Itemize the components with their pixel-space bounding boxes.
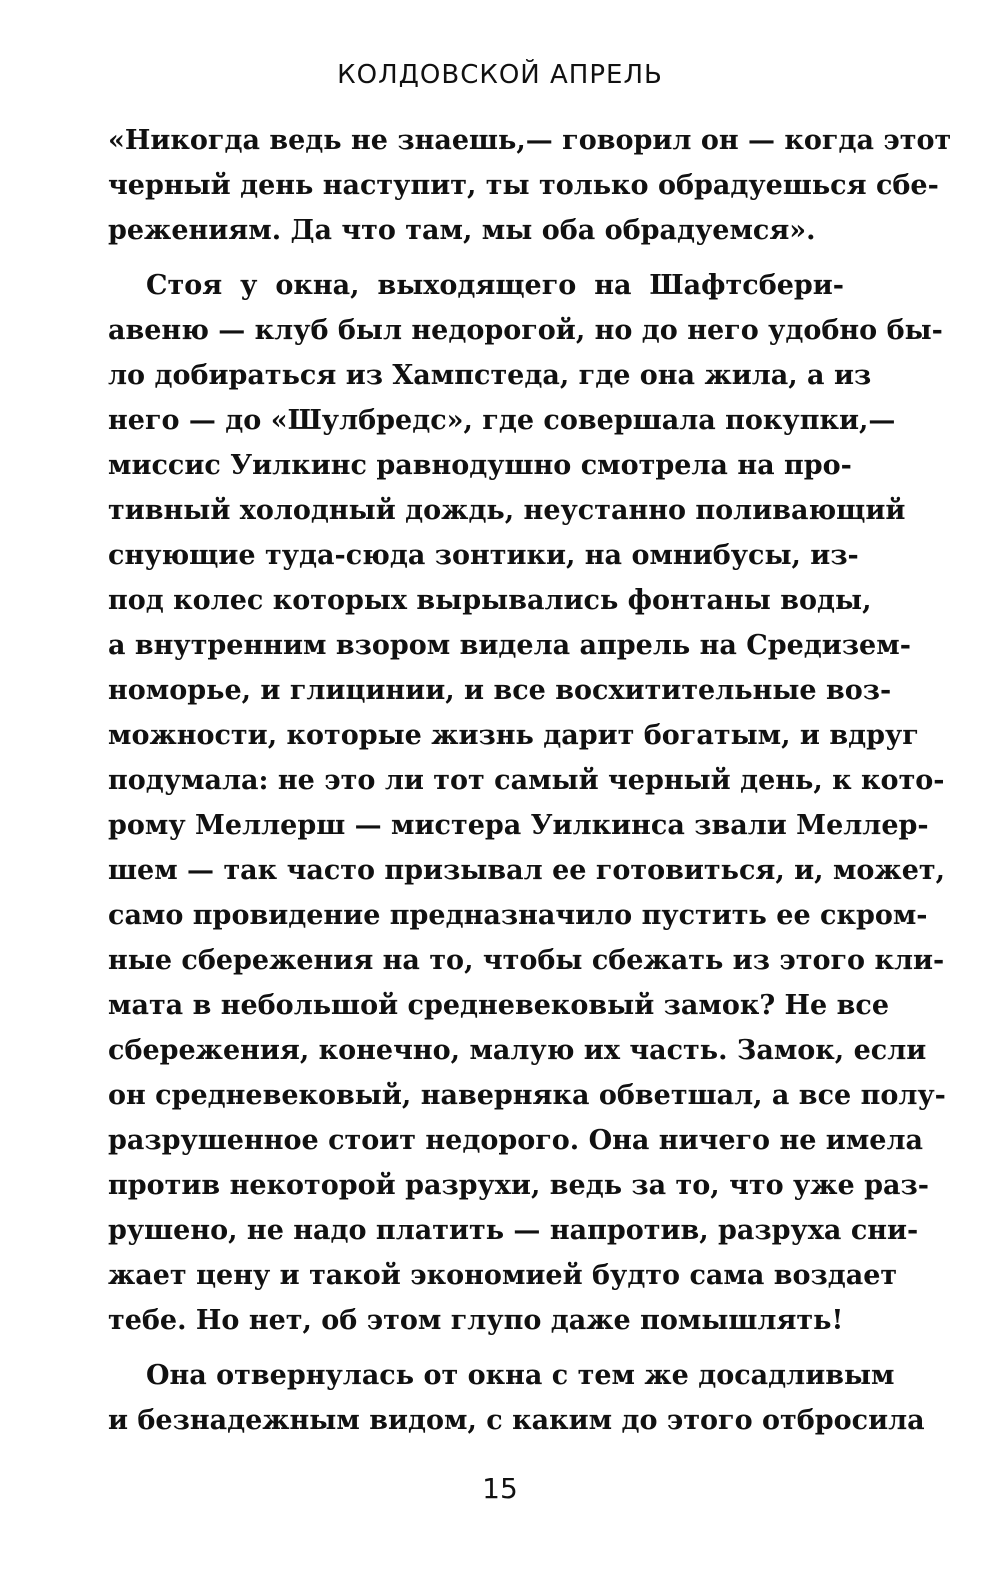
text-line: против некоторой разрухи, ведь за то, что уже раз- [108,1170,929,1201]
text-line: «Никогда ведь не знаешь,— говорил он — когда этот [108,125,952,156]
text-line: ные сбережения на то, чтобы сбежать из этого кли- [108,945,945,976]
text-line: само провидение предназначило пустить ее скром- [108,900,928,931]
text-line: ло добираться из Хампстеда, где она жила, а из [108,360,872,391]
text-line: жает цену и такой экономией будто сама воздает [108,1260,898,1291]
text-line: номорье, и глицинии, и все восхитительные воз- [108,675,892,706]
text-line: сбережения, конечно, малую их часть. Замок, если [108,1035,927,1066]
text-line: подумала: не это ли тот самый черный день, к кото- [108,765,945,796]
text-line: авеню — клуб был недорогой, но до него удобно бы- [108,315,943,346]
text-line: он средневековый, наверняка обветшал, а все полу- [108,1080,946,1111]
text-line: шем — так часто призывал ее готовиться, и, может, [108,855,945,886]
paragraph-gap [108,253,844,263]
text-line: Она отвернулась от окна с тем же досадливым [146,1360,895,1391]
body-text [108,118,952,1443]
text-line: рому Меллерш — мистера Уилкинса звали Меллер- [108,810,929,841]
text-line: него — до «Шулбредс», где совершала покупки,— [108,405,896,436]
text-line: режениям. Да что там, мы оба обрадуемся». [108,215,816,246]
paragraph-gap [108,1343,844,1353]
text-line: и безнадежным видом, с каким до этого отбросила [108,1405,925,1436]
running-title: КОЛДОВСКОЙ АПРЕЛЬ [337,60,663,90]
text-line: можности, которые жизнь дарит богатым, и вдруг [108,720,919,751]
text-line: а внутренним взором видела апрель на Средизем- [108,630,911,661]
text-line: под колес которых вырывались фонтаны воды, [108,585,872,616]
text-line: разрушенное стоит недорого. Она ничего не имела [108,1125,923,1156]
text-line: черный день наступит, ты только обрадуешься сбе- [108,170,939,201]
text-line: миссис Уилкинс равнодушно смотрела на про- [108,450,852,481]
text-line: Стоя у окна, выходящего на Шафтсбери- [146,270,844,301]
text-line: тивный холодный дождь, неустанно поливающий [108,495,906,526]
text-line: тебе. Но нет, об этом глупо даже помышлять! [108,1305,844,1336]
text-line: рушено, не надо платить — напротив, разруха сни- [108,1215,919,1246]
text-line: мата в небольшой средневековый замок? Не все [108,990,890,1021]
text-line: снующие туда-сюда зонтики, на омнибусы, из- [108,540,859,571]
page-number: 15 [482,1472,518,1505]
